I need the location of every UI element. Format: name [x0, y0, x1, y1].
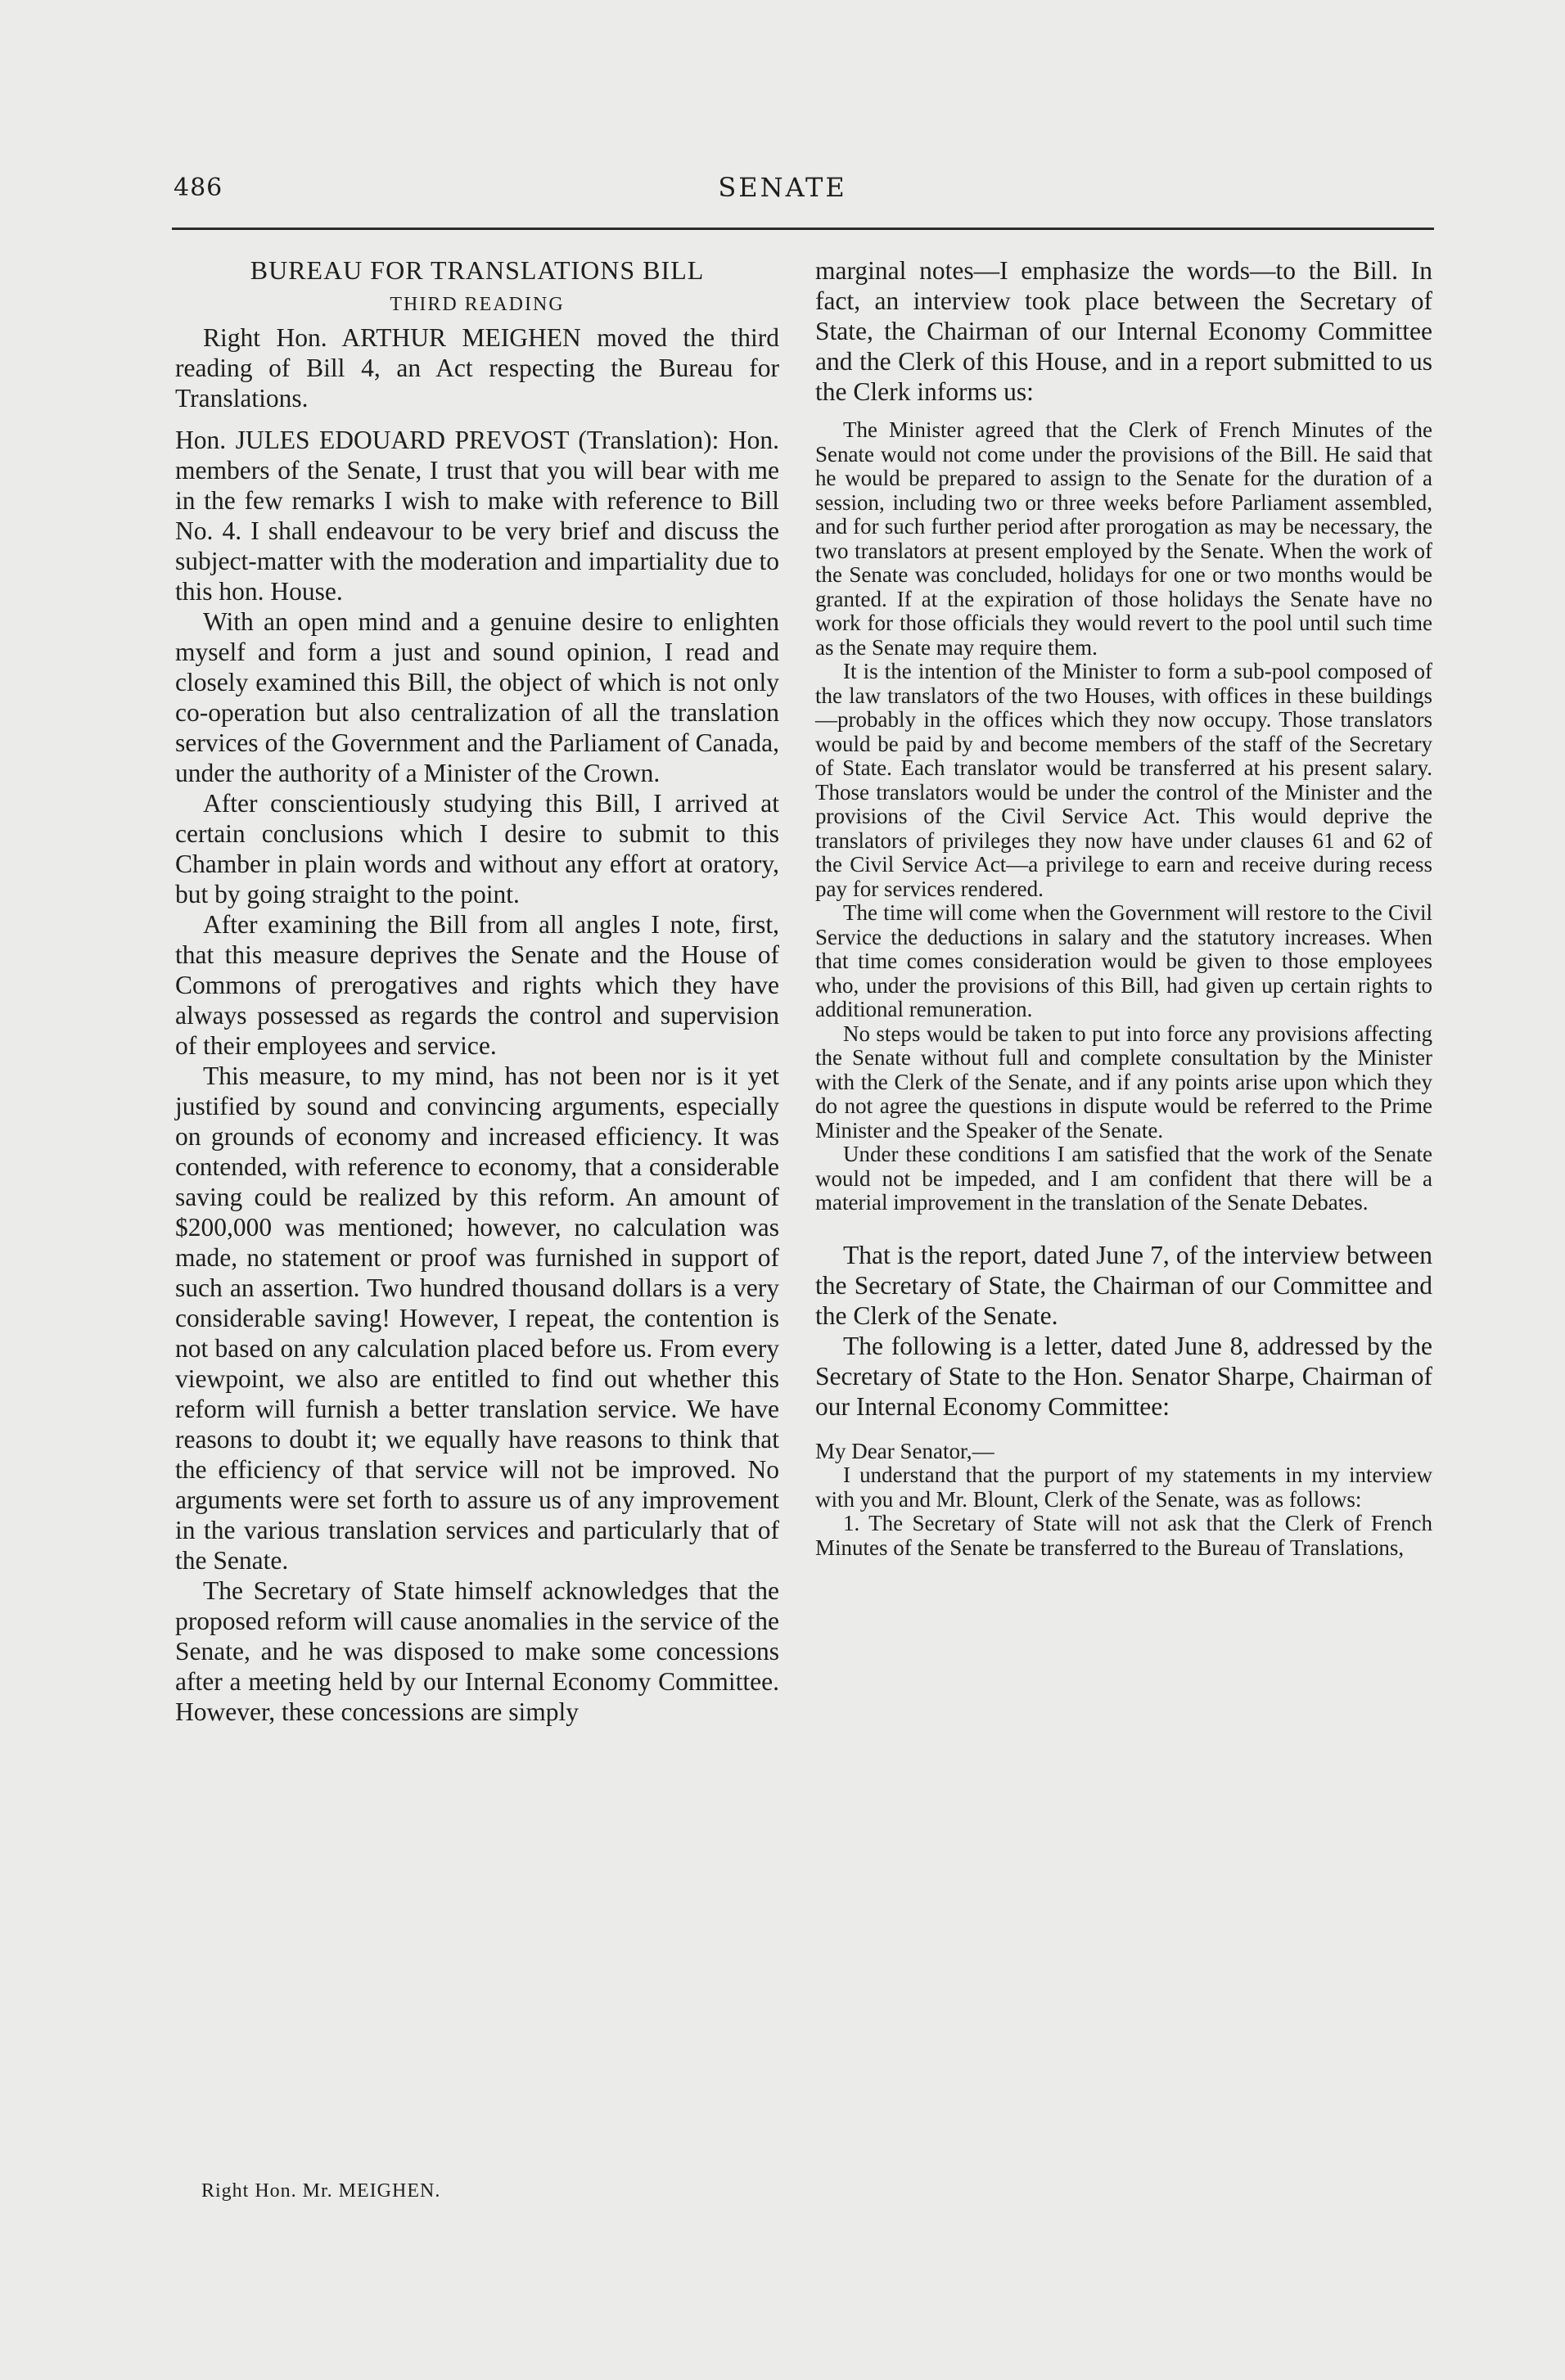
section-title: BUREAU FOR TRANSLATIONS BILL	[250, 255, 705, 285]
paragraph-marginal-notes: marginal notes—I emphasize the words—to the Bill. In fact, an interview took place between the Secretary of State, the Chairman of our Internal Economy Committee and the Clerk of this House, and in a report submitted to us the Clerk informs us:	[815, 256, 1432, 406]
quote-paragraph: The time will come when the Government will restore to the Civil Service the deductions in salary and the statutory increases. When that time comes consideration would be given to those employees who, under the provisions of this Bill, had given up certain rights to additional remuneration.	[815, 900, 1432, 1021]
left-column	[175, 255, 779, 1727]
paragraph-conclusions: After conscientiously studying this Bill, I arrived at certain conclusions which I desire to submit to this Chamber in plain words and without any effort at oratory, but by going straight to the point.	[175, 789, 779, 908]
header-rule	[172, 228, 1434, 230]
quote-paragraph: It is the intention of the Minister to form a sub-pool composed of the law translators of the two Houses, with offices in these buildings—probably in the offices which they now occupy. Those translators would be paid by and become members of the staff of the Secretary of State. Each translator would be transferred at his present salary. Those translators would be under the control of the Minister and the provisions of the Civil Service Act. This would deprive the translators of privileges they now have under clauses 61 and 62 of the Civil Service Act—a privilege to earn and receive during recess pay for services rendered.	[815, 659, 1432, 901]
quote-paragraph: Under these conditions I am satisfied that the work of the Senate would not be impeded, and I am confident that there will be a material improvement in the translation of the Senate Debates.	[815, 1142, 1432, 1215]
paragraph-report-date: That is the report, dated June 7, of the interview between the Secretary of State, the Chairman of our Committee and the Clerk of the Senate.	[815, 1240, 1432, 1330]
letter-paragraph: I understand that the purport of my statements in my interview with you and Mr. Blount, Clerk of the Senate, was as follows:	[815, 1463, 1432, 1512]
paragraph-economy: This measure, to my mind, has not been nor is it yet justified by sound and convincing arguments, especially on grounds of economy and increased efficiency. It was contended, with reference to economy, that a considerable saving could be realized by this reform. An amount of $200,000 was mentioned; however, no calculation was made, no statement or proof was furnished in support of such an assertion. Two hundred thousand dollars is a very considerable saving! However, I repeat, the contention is not based on any calculation placed before us. From every viewpoint, we also are entitled to find out whether this reform will furnish a better translation service. We have reasons to doubt it; we equally have reasons to think that the efficiency of that service will not be improved. No arguments were set forth to assure us of any improvement in the various translation services and particularly that of the Senate.	[175, 1062, 779, 1575]
letter-quote	[815, 1440, 1432, 1561]
paragraph-angles: After examining the Bill from all angles I note, first, that this measure deprives the Senate and the House of Commons of prerogatives and rights which they have always possessed as regards the control and supervision of their employees and service.	[175, 910, 779, 1060]
paragraph-prevost-intro: Hon. JULES EDOUARD PREVOST (Translation): Hon. members of the Senate, I trust that you will bear with me in the few remarks I wish to make with reference to Bill No. 4. I shall endeavour to be very brief and discuss the subject-matter with the moderation and impartiality due to this hon. House.	[175, 426, 779, 606]
paragraph-secretary: The Secretary of State himself acknowledges that the proposed reform will cause anomalies in the service of the Senate, and he was disposed to make some concessions after a meeting held by our Internal Economy Committee. However, these concessions are simply	[175, 1576, 779, 1726]
right-column	[815, 255, 1432, 1560]
running-head: SENATE	[718, 172, 847, 203]
paragraph-motion: Right Hon. ARTHUR MEIGHEN moved the third reading of Bill 4, an Act respecting the Bureau for Translations.	[175, 323, 779, 412]
letter-paragraph: 1. The Secretary of State will not ask that the Clerk of French Minutes of the Senate be transferred to the Bureau of Translations,	[815, 1511, 1432, 1560]
letter-salutation: My Dear Senator,—	[815, 1438, 994, 1463]
clerk-report-quote	[815, 418, 1432, 1215]
page-number: 486	[174, 174, 223, 202]
section-subtitle: THIRD READING	[390, 294, 565, 315]
footer-note: Right Hon. Mr. MEIGHEN.	[201, 2180, 441, 2202]
paragraph-letter-intro: The following is a letter, dated June 8, addressed by the Secretary of State to the Hon. Senator Sharpe, Chairman of our Internal Economy Committee:	[815, 1331, 1432, 1421]
paragraph-open-mind: With an open mind and a genuine desire to enlighten myself and form a just and sound opinion, I read and closely examined this Bill, the object of which is not only co-operation but also centralization of all the translation services of the Government and the Parliament of Canada, under the authority of a Minister of the Crown.	[175, 607, 779, 787]
quote-paragraph: The Minister agreed that the Clerk of French Minutes of the Senate would not come under the provisions of the Bill. He said that he would be prepared to assign to the Senate for the duration of a session, including two or three weeks before Parliament assembled, and for such further period after prorogation as may be necessary, the two translators at present employed by the Senate. When the work of the Senate was concluded, holidays for one or two months would be granted. If at the expiration of those holidays the Senate have no work for those officials they would revert to the pool until such time as the Senate may require them.	[815, 417, 1432, 660]
quote-paragraph: No steps would be taken to put into force any provisions affecting the Senate without full and complete consultation by the Minister with the Clerk of the Senate, and if any points arise upon which they do not agree the questions in dispute would be referred to the Prime Minister and the Speaker of the Senate.	[815, 1021, 1432, 1143]
